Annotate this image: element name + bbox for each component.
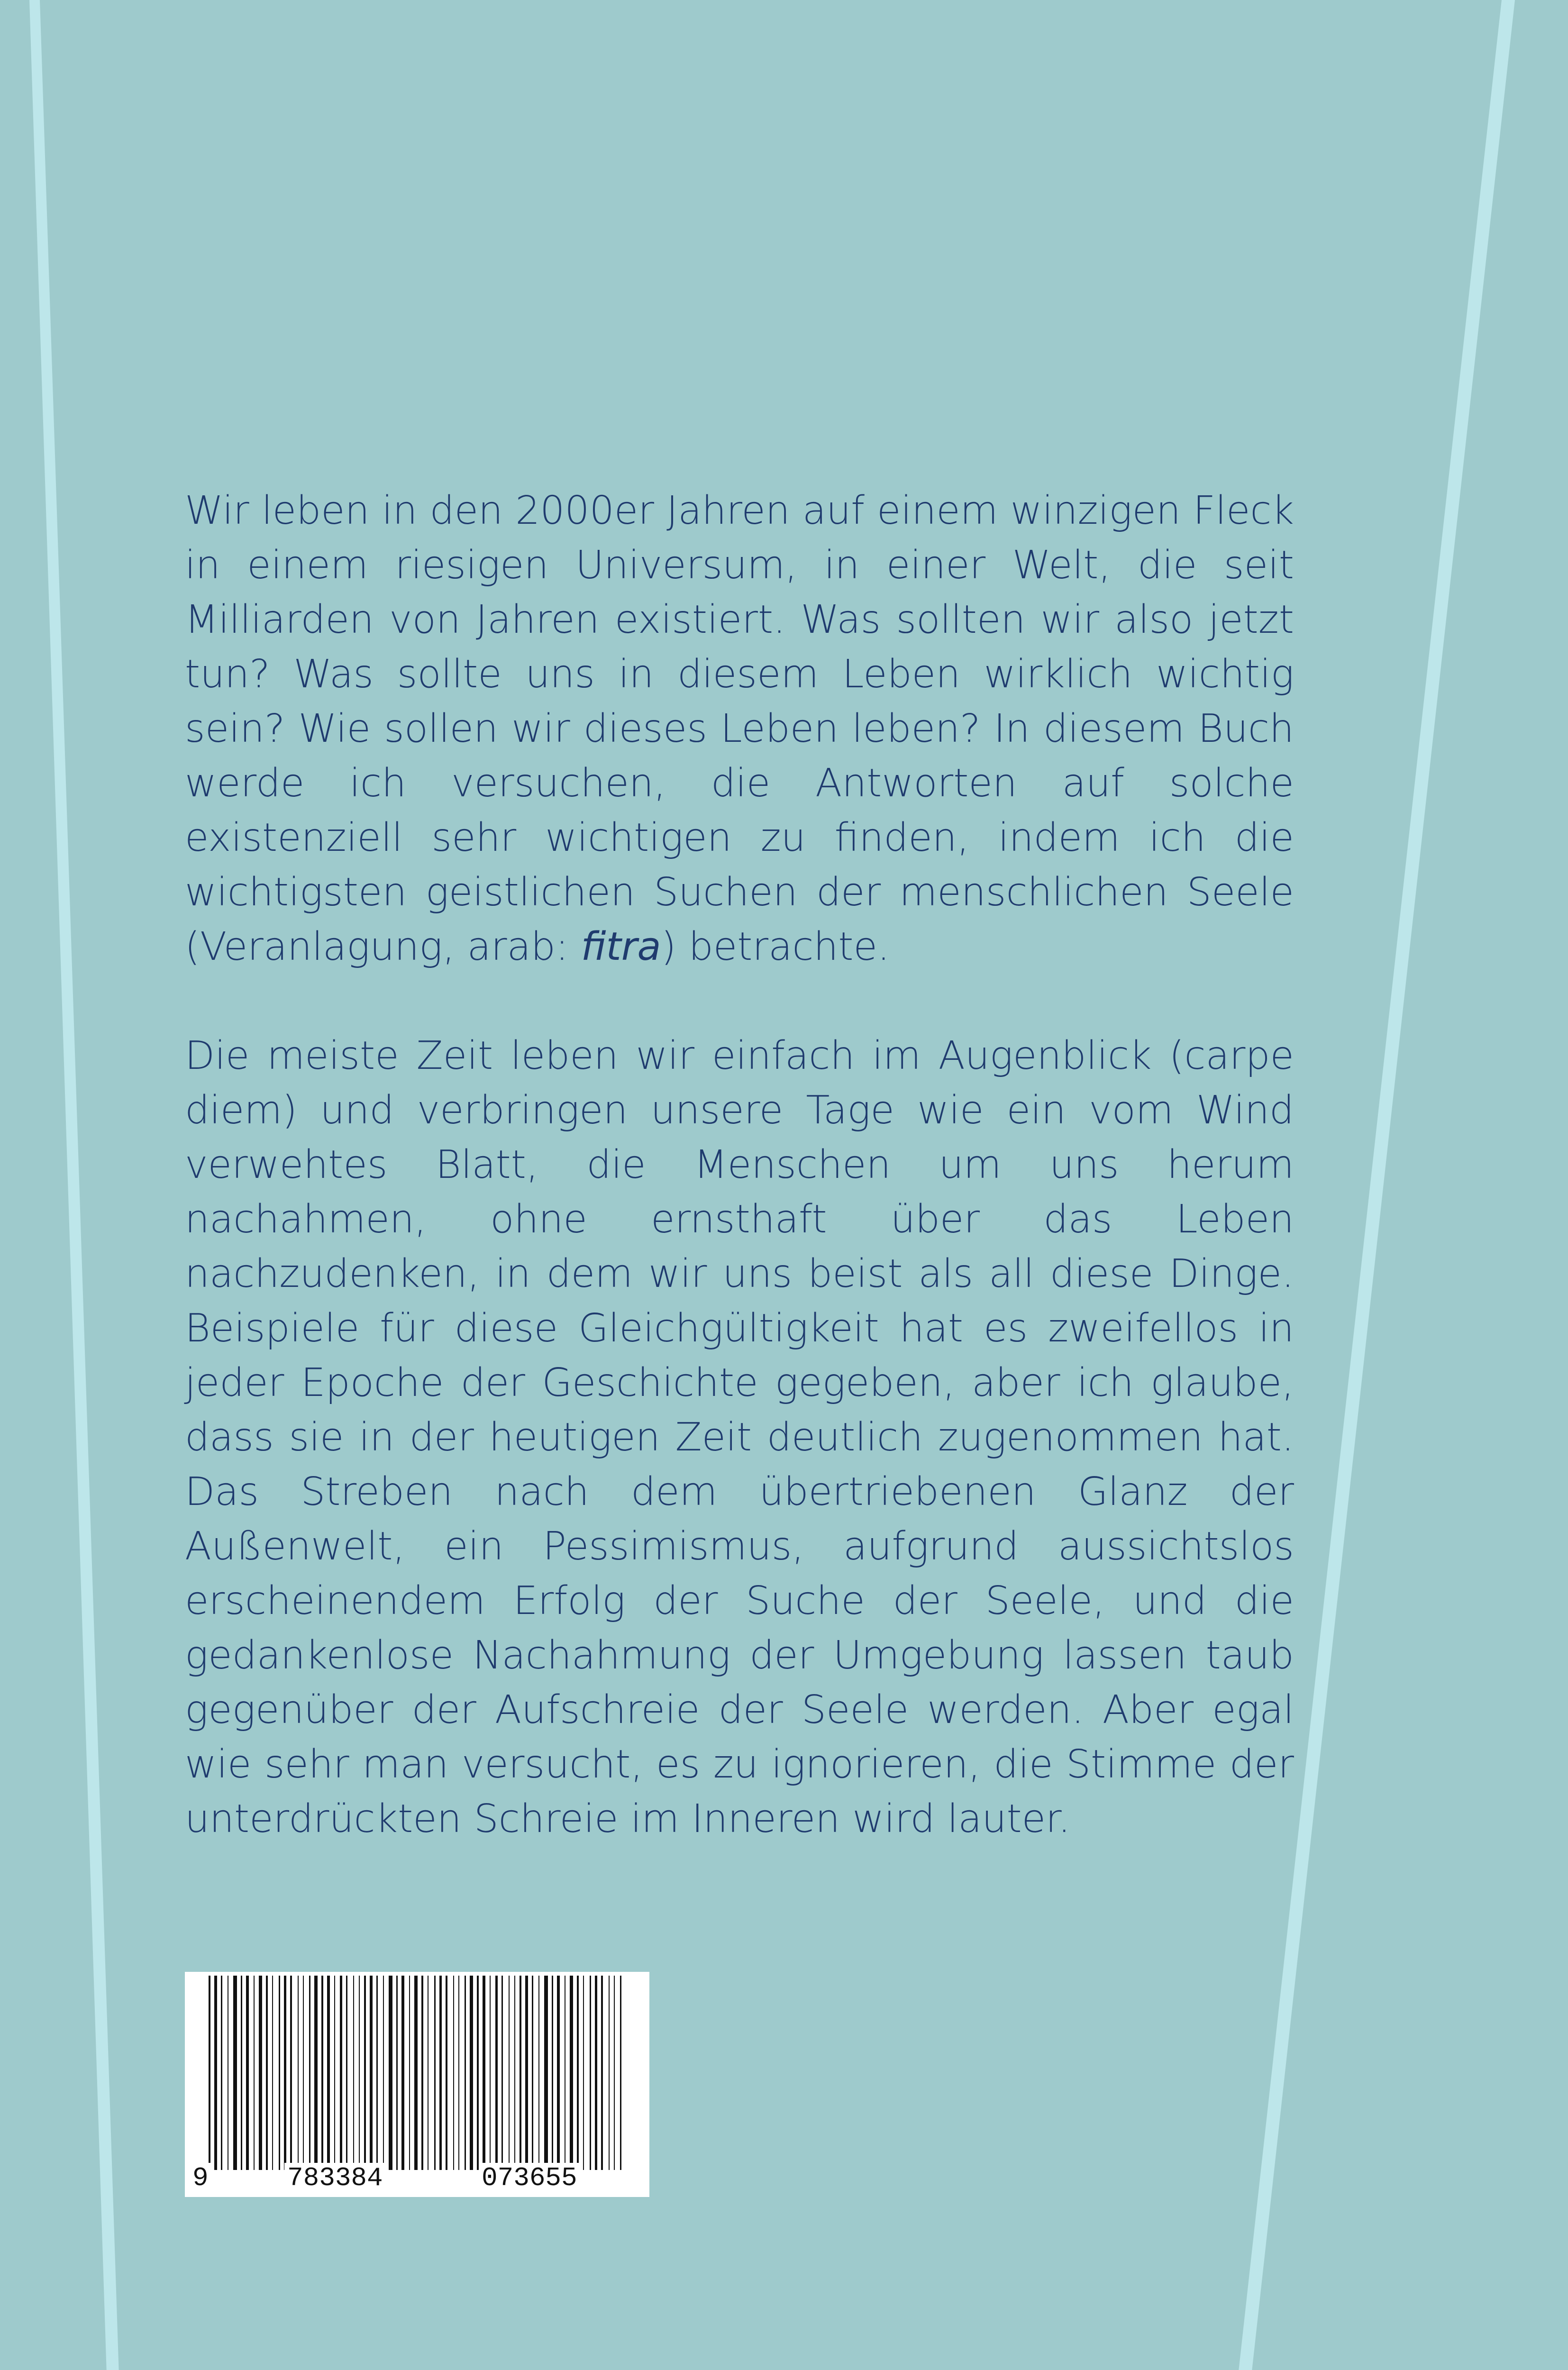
barcode-bar (266, 1976, 268, 2170)
barcode-bar (620, 1976, 621, 2170)
barcode-bar (509, 1976, 510, 2170)
barcode-bar (389, 1976, 392, 2170)
barcode-bar (532, 1976, 533, 2170)
barcode-bar (453, 1976, 454, 2170)
barcode-bar (446, 1976, 447, 2170)
barcode-bar (470, 1976, 473, 2170)
barcode-bar (246, 1976, 249, 2170)
blurb-paragraph-1-end: ) betrachte. (661, 924, 890, 969)
barcode-bar (321, 1976, 323, 2170)
blurb-italic-term: fitra (581, 924, 661, 969)
barcode-digits (185, 2163, 649, 2193)
barcode-bar (434, 1976, 436, 2170)
barcode-bar (538, 1976, 539, 2170)
barcode-bar (614, 1976, 615, 2170)
barcode-bar (376, 1976, 378, 2170)
barcode-bar (214, 1976, 217, 2170)
barcode-bar (383, 1976, 384, 2170)
barcode-bar (396, 1976, 398, 2170)
barcode-bar (241, 1976, 242, 2170)
barcode-bar (439, 1976, 442, 2170)
isbn-barcode (185, 1972, 649, 2197)
barcode-bar (525, 1976, 528, 2170)
barcode-bar (272, 1976, 273, 2170)
left-stripe (29, 0, 120, 2370)
blurb-paragraph-1 (185, 483, 1294, 974)
barcode-bar (353, 1976, 354, 2170)
barcode-bar (495, 1976, 498, 2170)
barcode-bar (314, 1976, 318, 2170)
barcode-bar (477, 1976, 479, 2170)
barcode-bar (601, 1976, 603, 2170)
barcode-digits-right: 073655 (479, 2163, 580, 2193)
barcode-bar (570, 1976, 573, 2170)
barcode-bar (221, 1976, 222, 2170)
barcode-bar (595, 1976, 597, 2170)
barcode-bar (421, 1976, 423, 2170)
barcode-bar (465, 1976, 466, 2170)
barcode-bar (520, 1976, 521, 2170)
barcode-bar (334, 1976, 335, 2170)
barcode-bar (346, 1976, 347, 2170)
barcode-bar (552, 1976, 553, 2170)
barcode-bar (557, 1976, 560, 2170)
back-cover-blurb (185, 483, 1294, 1846)
barcode-bar (590, 1976, 591, 2170)
barcode-bar (359, 1976, 360, 2170)
barcode-bar (401, 1976, 404, 2170)
barcode-bar (340, 1976, 342, 2170)
barcode-bar (609, 1976, 610, 2170)
barcode-bar (514, 1976, 515, 2170)
barcode-bar (544, 1976, 548, 2170)
barcode-bar (327, 1976, 330, 2170)
barcode-bar (254, 1976, 255, 2170)
barcode-bar (290, 1976, 292, 2170)
barcode-bar (414, 1976, 418, 2170)
barcode-bar (209, 1976, 210, 2170)
barcode-bar (409, 1976, 410, 2170)
blurb-paragraph-2: Die meiste Zeit leben wir einfach im Augenblick (carpe diem) und verbringen unsere Tage wie ein vom Wind verwehtes Blatt, die Menschen um uns herum nachahmen, ohne ernsthaft über das Leben nachzudenken, in dem wir uns beist als all diese Dinge. Beispiele für diese Gleichgültigkeit hat es zweifellos in jeder Epoche der Geschichte gegeben, aber ich glaube, dass sie in der heutigen Zeit deutlich zugenommen hat. Das Streben nach dem übertriebenen Glanz der Außenwelt, ein Pessimismus, aufgrund aussichtslos erscheinendem Erfolg der Suche der Seele, und die gedankenlose Nachahmung der Umgebung lassen taub gegenüber der Aufschreie der Seele werden. Aber egal wie sehr man versucht, es zu ignorieren, die Stimme der unterdrückten Schreie im Inneren wird lauter. (185, 1033, 1294, 1841)
barcode-digit-first: 9 (190, 2163, 211, 2193)
barcode-bar (501, 1976, 503, 2170)
barcode-bar (583, 1976, 584, 2170)
barcode-bar (364, 1976, 366, 2170)
barcode-bar (370, 1976, 373, 2170)
barcode-bar (279, 1976, 280, 2170)
barcode-bar (309, 1976, 310, 2170)
barcode-bar (233, 1976, 237, 2170)
barcode-digits-left: 783384 (284, 2163, 386, 2193)
barcode-bar (483, 1976, 485, 2170)
barcode-bar (458, 1976, 459, 2170)
barcode-bar (298, 1976, 299, 2170)
blurb-paragraph-1-text: Wir leben in den 2000er Jahren auf einem winzigen Fleck in einem riesigen Universum, in einer Welt, die seit Milliarden von Jahren existiert. Was sollten wir also jetzt tun? Was sollte uns in diesem Leben wirklich wichtig sein? Wie sollen wir dieses Leben leben? In diesem Buch werde ich versuchen, die Antworten auf solche existenziell sehr wichtigen zu finden, indem ich die wichtigsten geistlichen Suchen der menschlichen Seele (Veranlagung, arab: (185, 488, 1294, 969)
barcode-bar (490, 1976, 491, 2170)
barcode-bar (303, 1976, 304, 2170)
barcode-bar (259, 1976, 262, 2170)
barcode-bar (577, 1976, 579, 2170)
barcode-bar (284, 1976, 286, 2170)
